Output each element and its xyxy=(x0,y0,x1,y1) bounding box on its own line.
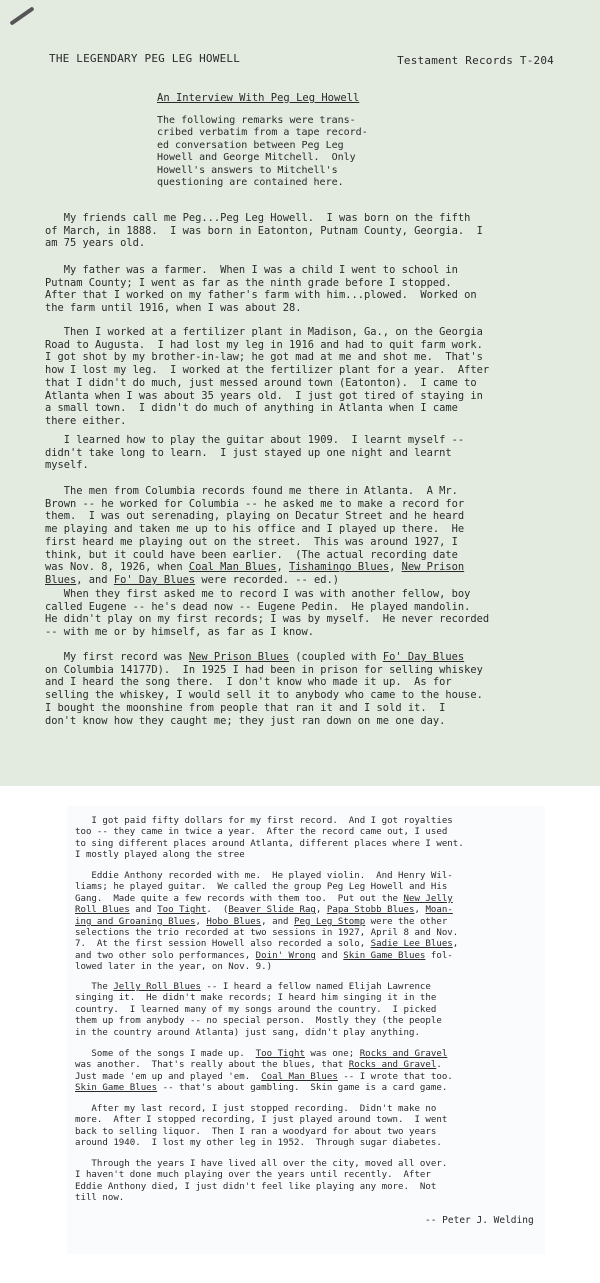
signature: -- Peter J. Welding xyxy=(425,1215,534,1226)
song-title: Coal Man Blues xyxy=(261,1071,338,1082)
song-title: Skin Game Blues xyxy=(75,1083,158,1094)
song-title: Too Tight xyxy=(157,905,207,916)
song-title: Rocks and Gravel xyxy=(359,1049,448,1059)
paragraph-songs-made-up: Some of the songs I made up. Too Tight was one; Rocks and Gravel was another. That's really about the blues, that Rocks and Gravel. Just made 'em up and played 'em. Coal Man Blues -- I wrote that too. Skin Game Blues -- that's about gambling. Skin game is a card game. xyxy=(75,1049,453,1094)
song-title: New Jelly Roll Blues xyxy=(75,893,453,916)
paragraph-eddie-anthony: Eddie Anthony recorded with me. He played violin. And Henry Wil- liams; he played guitar. We called the group Peg Leg Howell and His Gang. Made quite a few records with them too. Put out the New Jelly Roll Blues and Too Tight. (Beaver Slide Rag, Papa Stobb Blues, Moan- ing and Groaning Blues, Hobo Blues, and Peg Leg Stomp were the other selections the trio recorded at two sessions in 1927, April 8 and Nov. 7. At the first session Howell also recorded a solo, Sadie Lee Blues, and two other solo performances, Doin' Wrong and Skin Game Blues fol- lowed later in the year, on Nov. 9.) xyxy=(75,871,459,973)
song-title: Fo' Day Blues xyxy=(382,651,465,663)
interview-title: An Interview With Peg Leg Howell xyxy=(157,92,360,104)
song-title: Coal Man Blues xyxy=(188,561,277,574)
paragraph-columbia: The men from Columbia records found me there in Atlanta. A Mr. Brown -- he worked for Columbia -- he asked me to make a record for them. I was out serenading, playing on Decatur Street and he heard me playing and taken me up to his office and I played up there. He first heard me playing out on the street. This was around 1927, I think, but it could have been earlier. (The actual recording date was Nov. 8, 1926, when Coal Man Blues, Tishamingo Blues, New Prison Blues, and Fo' Day Blues were recorded. -- ed.) xyxy=(45,485,465,586)
paragraph-jelly-roll: The Jelly Roll Blues -- I heard a fellow named Elijah Lawrence singing it. He didn't make records; I heard him singing it in the country. I learned many of my songs around the country. I picked them up from anybody -- no special person. Mostly they (the people in the country around Atlanta) just sang, didn't play anything. xyxy=(75,982,442,1038)
paragraph-royalties: I got paid fifty dollars for my first record. And I got royalties too -- they came in twice a year. After the record came out, I used to sing different places around Atlanta, different places where I went. I mostly played along the stree xyxy=(75,816,464,861)
song-title: Beaver Slide Rag xyxy=(228,905,316,916)
paragraph-birth: My friends call me Peg...Peg Leg Howell. I was born on the fifth of March, in 1888. I was born in Eatonton, Putnam County, Georgia. I am 75 years old. xyxy=(45,212,483,250)
song-title: Moan- ing and Groaning Blues xyxy=(75,905,453,927)
paragraph-guitar: I learned how to play the guitar about 1909. I learnt myself -- didn't take long to learn. I just stayed up one night and learnt myself. xyxy=(45,434,465,472)
song-title: Tishamingo Blues xyxy=(289,561,390,574)
paragraph-first-record: My first record was New Prison Blues (coupled with Fo' Day Blues on Columbia 14177D). In 1925 I had been in prison for selling whiskey and I heard the song there. I don't know who made it up. As for selling the whiskey, I would sell it to anybody who came to the house. I bought the moonshine from people that ran it and I sold it. I don't know how they caught me; they just ran down on me one day. xyxy=(45,651,483,727)
paragraph-eugene: When they first asked me to record I was with another fellow, boy called Eugene -- he's dead now -- Eugene Pedin. He played mandolin. He didn't play on my first records; I was by myself. He never recorded -- with me or by himself, as far as I know. xyxy=(45,588,490,639)
song-title: Fo' Day Blues xyxy=(113,573,196,586)
paragraph-last-record: After my last record, I just stopped recording. Didn't make no more. After I stopped recording, I just played around town. I went back to selling liquor. Then I ran a woodyard for about two years around 1940. I lost my other leg in 1952. Through sugar diabetes. xyxy=(75,1104,448,1149)
header-catalog-number: Testament Records T-204 xyxy=(397,54,554,67)
song-title: Too Tight xyxy=(255,1049,305,1059)
intro-note: The following remarks were trans- cribed verbatim from a tape record- ed conversation between Peg Leg Howell and George Mitchell. Only Howell's answers to Mitchell's questioning are contained here. xyxy=(157,115,368,189)
song-title: New Prison Blues xyxy=(188,651,289,663)
song-title: Skin Game Blues xyxy=(343,950,426,961)
song-title: Peg Leg Stomp xyxy=(294,916,366,927)
paragraph-through-the-years: Through the years I have lived all over the city, moved all over. I haven't done much playing over the years until recently. After Eddie Anthony died, I just didn't feel like playing any more. Not till now. xyxy=(75,1159,448,1204)
paragraph-father: My father was a farmer. When I was a child I went to school in Putnam County; I went as far as the ninth grade before I stopped. After that I worked on my father's farm with him...plowed. Worked on the farm until 1916, when I was about 28. xyxy=(45,264,477,315)
song-title: New Prison xyxy=(401,561,465,574)
song-title: Blues xyxy=(45,573,77,586)
song-title: Hobo Blues xyxy=(206,916,262,927)
pen-mark xyxy=(9,6,34,25)
song-title: Jelly Roll Blues xyxy=(113,982,201,992)
song-title: Sadie Lee Blues xyxy=(370,939,453,950)
song-title: Rocks and Gravel xyxy=(348,1060,437,1071)
song-title: Papa Stobb Blues xyxy=(326,905,415,916)
song-title: Doin' Wrong xyxy=(255,950,316,961)
paragraph-fertilizer-plant: Then I worked at a fertilizer plant in Madison, Ga., on the Georgia Road to Augusta. I had lost my leg in 1916 and had to quit farm work. I got shot by my brother-in-law; he got mad at me and shot me. That's how I lost my leg. I worked at the fertilizer plant for a year. After that I didn't do much, just messed around town (Eatonton). I came to Atlanta when I was about 35 years old. I just got tired of staying in a small town. I didn't do much of anything in Atlanta when I came there either. xyxy=(45,326,490,427)
header-title: THE LEGENDARY PEG LEG HOWELL xyxy=(49,52,241,65)
liner-notes-page-2 xyxy=(67,806,545,1254)
